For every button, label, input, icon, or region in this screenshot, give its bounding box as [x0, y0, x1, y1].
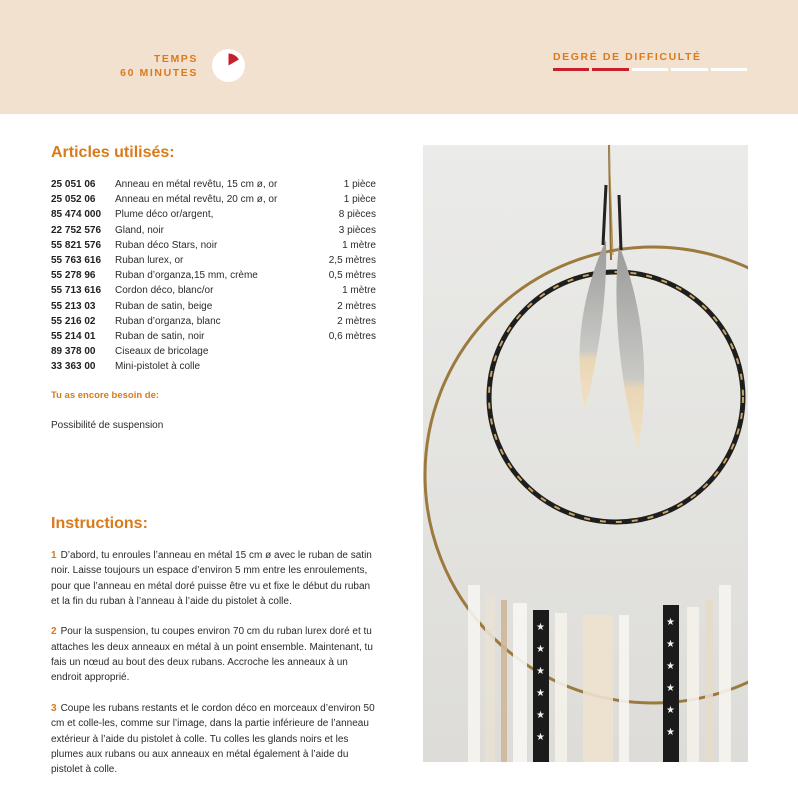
article-qty: 2 mètres [337, 315, 376, 327]
need-text: Possibilité de suspension [51, 420, 164, 431]
svg-text:★: ★ [666, 727, 675, 738]
article-qty [296, 359, 376, 374]
svg-text:★: ★ [666, 661, 675, 672]
clock-icon [212, 49, 245, 82]
time-indicator [120, 52, 198, 80]
article-name: Ruban d’organza, blanc [115, 315, 221, 327]
article-code: 55 278 96 [51, 270, 96, 282]
step-text: Coupe les rubans restants et le cordon déco en morceaux d’environ 50 cm et colle-les, comme sur l’image, dans la partie inférieure de l’anneau extérieur à l’aide du pistolet à colle. Tu colles les glands noirs et les plumes aux rubans ou aux anneaux en métal également à l’aide du pistolet à colle. [51, 702, 375, 776]
article-row [51, 344, 376, 359]
article-name: Cordon déco, blanc/or [115, 285, 214, 297]
article-qty: 8 pièces [338, 209, 376, 221]
article-name: Ruban de satin, beige [115, 300, 213, 312]
article-name: Ruban de satin, noir [115, 330, 205, 342]
article-row [51, 223, 376, 238]
article-qty: 0,6 mètres [328, 330, 376, 342]
article-qty: 1 mètre [342, 285, 376, 297]
difficulty-bar [671, 68, 707, 71]
difficulty-bar [632, 68, 668, 71]
header-band [0, 0, 798, 114]
article-qty: 2 mètres [337, 300, 376, 312]
article-row [51, 314, 376, 329]
article-row [51, 238, 376, 253]
article-row [51, 268, 376, 283]
svg-text:★: ★ [536, 710, 545, 721]
difficulty-bar [711, 68, 747, 71]
step-text: Pour la suspension, tu coupes environ 70 cm du ruban lurex doré et tu attaches les deux anneaux en métal à un point ensemble. Maintenant, tu fais un nœud au bout des deux rubans. Accroche les anneaux à un endroit approprié. [51, 626, 373, 684]
article-code: 22 752 576 [51, 224, 102, 236]
svg-text:★: ★ [536, 622, 545, 633]
time-label: TEMPS [153, 53, 198, 65]
article-name: Ruban d’organza,15 mm, crème [115, 270, 258, 282]
svg-text:★: ★ [536, 666, 545, 677]
articles-list [51, 177, 376, 374]
article-row [51, 299, 376, 314]
step-text: D’abord, tu enroules l’anneau en métal 15 cm ø avec le ruban de satin noir. Laisse toujours un espace d’environ 5 mm entre les enroulements, pour que l’anneau en métal doré puisse être vu et fixe le début du ruban et la fin du ruban à l’anneau à l’aide du pistolet à colle. [51, 550, 372, 607]
article-code: 55 713 616 [51, 285, 102, 297]
article-name: Ruban déco Stars, noir [115, 239, 218, 251]
article-qty: 0,5 mètres [328, 270, 376, 282]
instructions-title: Instructions: [51, 515, 148, 532]
instruction-step [51, 624, 376, 685]
need-title: Tu as encore besoin de: [51, 390, 160, 401]
article-qty: 1 mètre [342, 239, 376, 251]
article-code: 25 052 06 [51, 194, 96, 206]
svg-text:★: ★ [536, 688, 545, 699]
article-row [51, 253, 376, 268]
difficulty-bar [553, 68, 589, 71]
article-code: 55 213 03 [51, 300, 96, 312]
article-row [51, 329, 376, 344]
svg-text:★: ★ [666, 639, 675, 650]
step-number: 2 [51, 626, 57, 638]
article-name: Gland, noir [115, 224, 164, 236]
difficulty-meter [553, 68, 747, 71]
article-name: Ruban lurex, or [115, 254, 184, 266]
svg-text:★: ★ [536, 644, 545, 655]
article-name: Plume déco or/argent, [115, 209, 214, 221]
article-name: Ciseaux de bricolage [115, 346, 209, 358]
instructions-steps [51, 548, 376, 793]
difficulty-bar [592, 68, 628, 71]
article-code: 55 763 616 [51, 254, 102, 266]
time-value: 60 MINUTES [120, 67, 198, 79]
article-code: 85 474 000 [51, 209, 102, 221]
instruction-step [51, 701, 376, 777]
article-code: 33 363 00 [51, 361, 96, 373]
article-qty: 2,5 mètres [328, 254, 376, 266]
svg-text:★: ★ [666, 617, 675, 628]
article-code: 55 214 01 [51, 330, 96, 342]
article-row [51, 207, 376, 222]
article-row [51, 283, 376, 298]
step-number: 3 [51, 702, 57, 714]
article-qty: 1 pièce [343, 194, 376, 206]
article-name: Anneau en métal revêtu, 15 cm ø, or [115, 179, 278, 190]
article-name: Anneau en métal revêtu, 20 cm ø, or [115, 194, 278, 206]
article-row [51, 359, 376, 374]
article-row [51, 192, 376, 207]
article-code: 25 051 06 [51, 179, 96, 190]
svg-text:★: ★ [666, 683, 675, 694]
articles-title: Articles utilisés: [51, 144, 175, 161]
step-number: 1 [51, 550, 57, 561]
article-qty: 1 pièce [343, 179, 376, 190]
dreamcatcher-illustration [423, 145, 748, 762]
svg-text:★: ★ [666, 705, 675, 716]
article-code: 55 821 576 [51, 239, 102, 251]
dreamcatcher-photo [423, 145, 748, 762]
article-code: 55 216 02 [51, 315, 96, 327]
article-qty [296, 344, 376, 359]
difficulty-label: DEGRÉ DE DIFFICULTÉ [553, 51, 702, 63]
svg-text:★: ★ [536, 732, 545, 743]
instruction-step [51, 548, 376, 609]
article-code: 89 378 00 [51, 346, 96, 358]
article-name: Mini-pistolet à colle [115, 361, 201, 373]
article-row [51, 177, 376, 192]
article-qty: 3 pièces [338, 224, 376, 236]
